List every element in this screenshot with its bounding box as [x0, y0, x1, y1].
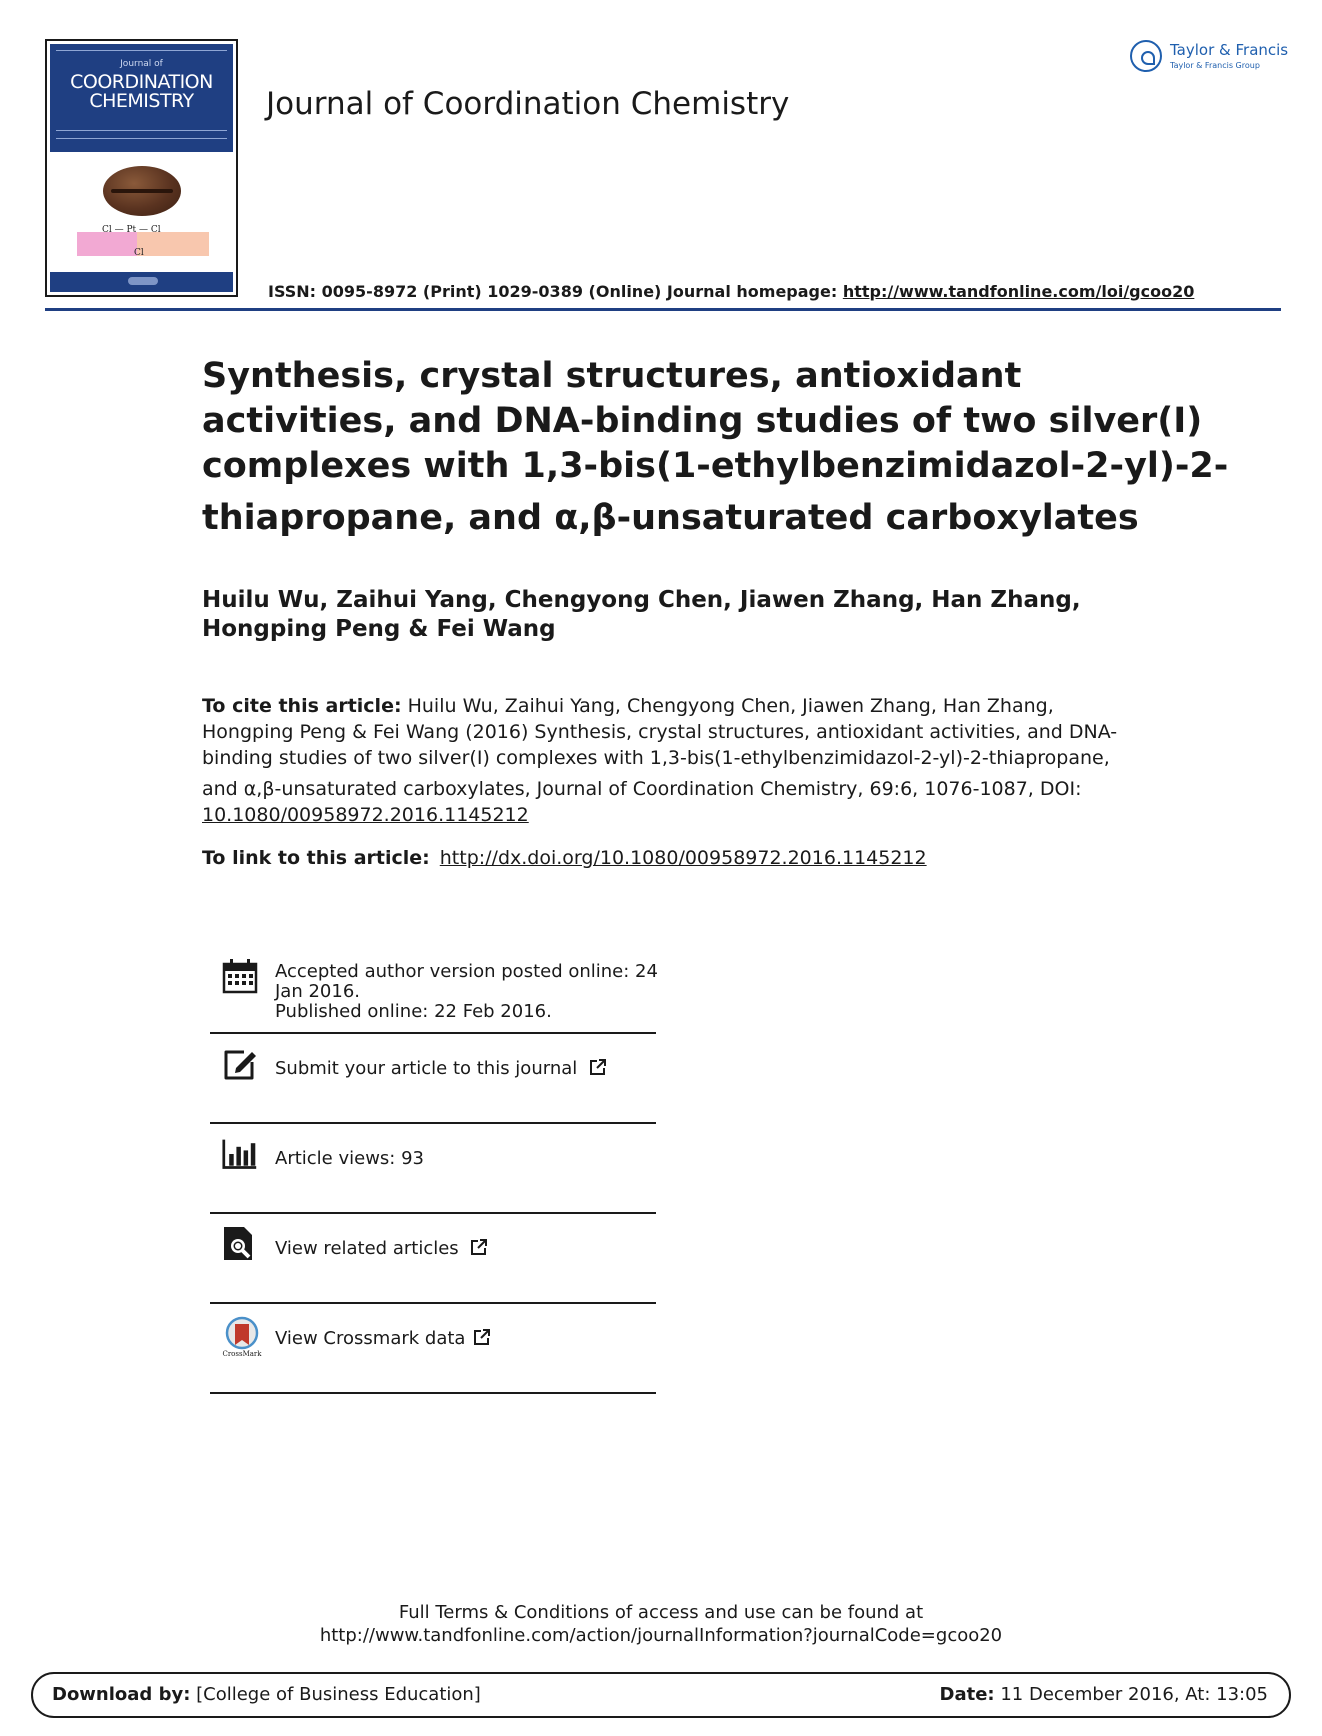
- submit-article-row[interactable]: [210, 1034, 656, 1124]
- authors-line: Hongping Peng & Fei Wang: [202, 616, 556, 642]
- posted-online: Accepted author version posted online: 24: [275, 961, 658, 982]
- header-divider: [45, 308, 1281, 311]
- title-line: thiapropane, and α,β-unsaturated carboxylates: [202, 498, 1139, 538]
- download-by: Download by: [College of Business Education]: [52, 1684, 481, 1705]
- crossmark-badge-text: CrossMark: [222, 1350, 262, 1358]
- article-authors: [202, 586, 1102, 644]
- bar-chart-icon: [222, 1136, 258, 1172]
- article-info-list: [210, 958, 656, 1394]
- publisher-name: Taylor & Francis: [1170, 41, 1289, 59]
- edit-icon: [222, 1046, 258, 1082]
- article-doi-url[interactable]: http://dx.doi.org/10.1080/00958972.2016.1145212: [439, 847, 927, 869]
- published-online: Published online: 22 Feb 2016.: [275, 1001, 552, 1022]
- publication-dates: [210, 958, 656, 1034]
- publisher-group: Taylor & Francis Group: [1170, 61, 1260, 70]
- related-articles-link[interactable]: View related articles: [275, 1238, 459, 1259]
- title-line: Synthesis, crystal structures, antioxidant: [202, 356, 1022, 396]
- terms-url[interactable]: http://www.tandfonline.com/action/journalInformation?journalCode=gcoo20: [319, 1625, 1003, 1646]
- title-line: complexes with 1,3-bis(1-ethylbenzimidazol-2-yl)-2-: [202, 446, 1229, 486]
- cite-line: and α,β-unsaturated carboxylates, Journal of Coordination Chemistry, 69:6, 1076-1087, DOI:: [202, 778, 1082, 800]
- calendar-icon: [222, 958, 258, 994]
- cite-line: binding studies of two silver(I) complexes with 1,3-bis(1-ethylbenzimidazol-2-yl)-2-thiapropane,: [202, 747, 1110, 769]
- publisher-logo[interactable]: [1130, 40, 1290, 76]
- cite-line: Hongping Peng & Fei Wang (2016) Synthesis, crystal structures, antioxidant activities, and DNA-: [202, 721, 1118, 743]
- submit-article-link[interactable]: Submit your article to this journal: [275, 1058, 578, 1079]
- cite-line: Huilu Wu, Zaihui Yang, Chengyong Chen, Jiawen Zhang, Han Zhang,: [401, 695, 1054, 717]
- terms-text: Full Terms & Conditions of access and use can be found at: [398, 1602, 924, 1623]
- related-articles-row[interactable]: [210, 1214, 656, 1304]
- cover-formula: Cl — Pt — Cl: [102, 225, 161, 235]
- external-link-icon: [473, 1328, 491, 1346]
- citation-block: [202, 693, 1142, 828]
- crossmark-icon: [222, 1316, 262, 1360]
- doi-link[interactable]: 10.1080/00958972.2016.1145212: [202, 804, 529, 826]
- journal-homepage-link[interactable]: http://www.tandfonline.com/loi/gcoo20: [842, 282, 1195, 301]
- title-line: activities, and DNA-binding studies of two silver(I): [202, 401, 1203, 441]
- download-date: Date: 11 December 2016, At: 13:05: [939, 1684, 1268, 1705]
- cover-formula-bottom: Cl: [134, 248, 144, 258]
- article-views-row: [210, 1124, 656, 1214]
- download-info-bar: [31, 1672, 1291, 1718]
- terms-notice: [0, 1601, 1322, 1647]
- cover-title-line2: CHEMISTRY: [89, 90, 194, 112]
- cover-banner: [50, 44, 233, 152]
- external-link-icon: [589, 1058, 607, 1076]
- journal-title: Journal of Coordination Chemistry: [266, 86, 790, 122]
- cover-bean-graphic: [103, 166, 181, 216]
- publisher-logo-icon: [1130, 40, 1162, 72]
- article-title: [202, 354, 1229, 541]
- issn-text: ISSN: 0095-8972 (Print) 1029-0389 (Online) Journal homepage:: [268, 282, 843, 301]
- crossmark-link[interactable]: View Crossmark data: [275, 1328, 466, 1349]
- article-link-row: [202, 847, 927, 869]
- link-label: To link to this article:: [202, 847, 430, 869]
- issn-line: [268, 282, 1194, 301]
- article-views: Article views: 93: [275, 1148, 424, 1169]
- cover-title-line1: COORDINATION: [70, 71, 213, 93]
- authors-line: Huilu Wu, Zaihui Yang, Chengyong Chen, Jiawen Zhang, Han Zhang,: [202, 587, 1081, 613]
- crossmark-row[interactable]: [210, 1304, 656, 1394]
- cite-label: To cite this article:: [202, 695, 402, 717]
- posted-online-cont: Jan 2016.: [275, 981, 360, 1002]
- external-link-icon: [470, 1238, 488, 1256]
- document-search-icon: [222, 1226, 258, 1262]
- journal-cover-image: [45, 39, 238, 297]
- cover-kicker: Journal of: [120, 59, 163, 69]
